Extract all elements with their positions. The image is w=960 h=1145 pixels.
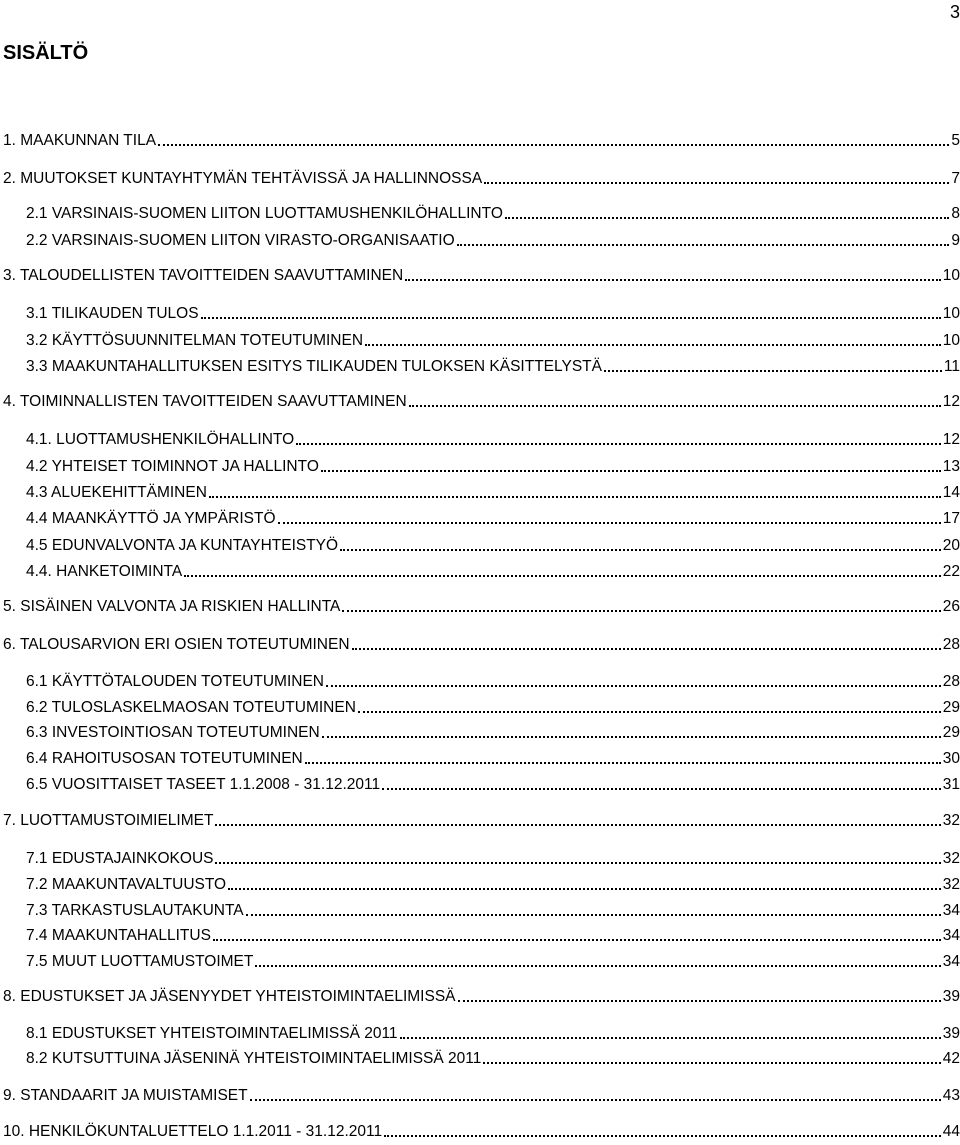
toc-entry-text: 10. HENKILÖKUNTALUETTELO 1.1.2011 - 31.12.2011 — [3, 1123, 383, 1140]
toc-entry-page: 30 — [942, 750, 960, 767]
toc-entry-text: 4.4. HANKETOIMINTA — [26, 563, 183, 580]
toc-entry-text: 6. TALOUSARVION ERI OSIEN TOTEUTUMINEN — [3, 636, 350, 653]
toc-entry-page: 5 — [951, 132, 960, 149]
page-number: 3 — [949, 2, 960, 22]
dot-leader — [228, 888, 941, 890]
dot-leader — [342, 610, 940, 612]
toc-entry-page: 7 — [951, 170, 960, 187]
toc-entry-text: 4.1. LUOTTAMUSHENKILÖHALLINTO — [26, 431, 295, 448]
toc-entry-text: 7. LUOTTAMUSTOIMIELIMET — [3, 812, 214, 829]
toc-entry-text: 4.5 EDUNVALVONTA JA KUNTAYHTEISTYÖ — [26, 537, 339, 554]
dot-leader — [158, 144, 949, 146]
toc-entry-page: 12 — [942, 393, 960, 410]
toc-entry-text: 4.4 MAANKÄYTTÖ JA YMPÄRISTÖ — [26, 510, 276, 527]
dot-leader — [215, 862, 940, 864]
toc-entry-text: 9. STANDAARIT JA MUISTAMISET — [3, 1087, 248, 1104]
toc-entry-4-4-hanke[interactable] — [26, 563, 960, 581]
toc-entry-7-5[interactable] — [26, 953, 960, 971]
toc-entry-6-1[interactable] — [26, 673, 960, 691]
toc-entry-text: 1. MAAKUNNAN TILA — [3, 132, 157, 149]
toc-entry-text: 7.3 TARKASTUSLAUTAKUNTA — [26, 902, 244, 919]
toc-entry-text: 2.1 VARSINAIS-SUOMEN LIITON LUOTTAMUSHENKILÖHALLINTO — [26, 205, 503, 222]
toc-entry-text: 3.1 TILIKAUDEN TULOS — [26, 305, 199, 322]
toc-entry-page: 11 — [943, 358, 960, 375]
toc-entry-4-4[interactable] — [26, 510, 960, 528]
toc-entry-2-2[interactable] — [26, 232, 960, 250]
dot-leader — [400, 1037, 941, 1039]
toc-entry-text: 6.1 KÄYTTÖTALOUDEN TOTEUTUMINEN — [26, 673, 324, 690]
dot-leader — [278, 522, 941, 524]
toc-entry-page: 10 — [942, 267, 960, 284]
toc-entry-page: 12 — [942, 431, 960, 448]
toc-entry-page: 29 — [942, 724, 960, 741]
toc-entry-text: 6.5 VUOSITTAISET TASEET 1.1.2008 - 31.12.2011 — [26, 776, 381, 793]
toc-entry-text: 3.2 KÄYTTÖSUUNNITELMAN TOTEUTUMINEN — [26, 332, 364, 349]
dot-leader — [458, 1000, 941, 1002]
page-title: SISÄLTÖ — [3, 42, 89, 64]
toc-entry-text: 8. EDUSTUKSET JA JÄSENYYDET YHTEISTOIMINTAELIMISSÄ — [3, 988, 456, 1005]
toc-entry-text: 6.4 RAHOITUSOSAN TOTEUTUMINEN — [26, 750, 303, 767]
dot-leader — [358, 711, 941, 713]
toc-entry-page: 22 — [942, 563, 960, 580]
dot-leader — [322, 736, 941, 738]
toc-entry-3-3[interactable] — [26, 358, 960, 376]
toc-entry-7-1[interactable] — [26, 850, 960, 868]
toc-entry-7[interactable] — [3, 812, 960, 830]
dot-leader — [215, 824, 940, 826]
toc-entry-text: 4. TOIMINNALLISTEN TAVOITTEIDEN SAAVUTTAMINEN — [3, 393, 407, 410]
dot-leader — [296, 443, 941, 445]
toc-entry-7-4[interactable] — [26, 927, 960, 945]
dot-leader — [340, 549, 941, 551]
dot-leader — [321, 470, 941, 472]
toc-entry-10[interactable] — [3, 1123, 960, 1141]
dot-leader — [483, 1062, 940, 1064]
toc-entry-page: 39 — [942, 988, 960, 1005]
toc-entry-text: 8.2 KUTSUTTUINA JÄSENINÄ YHTEISTOIMINTAELIMISSÄ 2011 — [26, 1050, 482, 1067]
toc-entry-page: 13 — [942, 458, 960, 475]
dot-leader — [305, 762, 941, 764]
toc-entry-page: 28 — [942, 636, 960, 653]
toc-entry-6-3[interactable] — [26, 724, 960, 742]
toc-entry-4-2[interactable] — [26, 458, 960, 476]
toc-entry-page: 20 — [942, 537, 960, 554]
toc-entry-2[interactable] — [3, 170, 960, 188]
toc-entry-text: 6.2 TULOSLASKELMAOSAN TOTEUTUMINEN — [26, 699, 356, 716]
dot-leader — [382, 788, 941, 790]
toc-entry-page: 32 — [942, 876, 960, 893]
toc-entry-text: 7.1 EDUSTAJAINKOKOUS — [26, 850, 214, 867]
dot-leader — [409, 405, 941, 407]
toc-entry-3-2[interactable] — [26, 332, 960, 350]
toc-entry-text: 2. MUUTOKSET KUNTAYHTYMÄN TEHTÄVISSÄ JA HALLINNOSSA — [3, 170, 483, 187]
dot-leader — [255, 965, 940, 967]
dot-leader — [352, 648, 941, 650]
toc-entry-page: 10 — [942, 305, 960, 322]
toc-entry-text: 3. TALOUDELLISTEN TAVOITTEIDEN SAAVUTTAMINEN — [3, 267, 404, 284]
toc-entry-text: 6.3 INVESTOINTIOSAN TOTEUTUMINEN — [26, 724, 320, 741]
dot-leader — [201, 317, 941, 319]
toc-entry-page: 31 — [942, 776, 960, 793]
toc-entry-page: 28 — [942, 673, 960, 690]
toc-entry-6[interactable] — [3, 636, 960, 654]
dot-leader — [384, 1135, 941, 1137]
toc-entry-6-4[interactable] — [26, 750, 960, 768]
dot-leader — [457, 244, 950, 246]
dot-leader — [213, 939, 941, 941]
toc-entry-page: 17 — [942, 510, 960, 527]
dot-leader — [209, 496, 941, 498]
toc-entry-page: 34 — [942, 902, 960, 919]
toc-entry-text: 7.4 MAAKUNTAHALLITUS — [26, 927, 211, 944]
dot-leader — [405, 279, 941, 281]
toc-entry-page: 43 — [942, 1087, 960, 1104]
toc-entry-2-1[interactable] — [26, 205, 960, 223]
toc-entry-page: 10 — [942, 332, 960, 349]
toc-entry-page: 32 — [942, 850, 960, 867]
toc-entry-7-3[interactable] — [26, 902, 960, 920]
dot-leader — [484, 182, 949, 184]
dot-leader — [326, 685, 941, 687]
dot-leader — [505, 217, 950, 219]
dot-leader — [246, 914, 941, 916]
toc-entry-page: 34 — [942, 927, 960, 944]
toc-entry-page: 14 — [942, 484, 960, 501]
toc-entry-6-5[interactable] — [26, 776, 960, 794]
dot-leader — [250, 1099, 941, 1101]
toc-entry-text: 4.3 ALUEKEHITTÄMINEN — [26, 484, 207, 501]
toc-entry-text: 7.2 MAAKUNTAVALTUUSTO — [26, 876, 227, 893]
toc-entry-text: 7.5 MUUT LUOTTAMUSTOIMET — [26, 953, 254, 970]
toc-entry-4-5[interactable] — [26, 537, 960, 555]
toc-entry-text: 4.2 YHTEISET TOIMINNOT JA HALLINTO — [26, 458, 319, 475]
toc-entry-9[interactable] — [3, 1087, 960, 1105]
toc-entry-page: 26 — [942, 598, 960, 615]
toc-entry-3-1[interactable] — [26, 305, 960, 323]
toc-entry-page: 9 — [951, 232, 960, 249]
toc-entry-5[interactable] — [3, 598, 960, 616]
toc-entry-8[interactable] — [3, 988, 960, 1006]
toc-entry-1[interactable] — [3, 132, 960, 150]
toc-entry-page: 42 — [942, 1050, 960, 1067]
toc-entry-page: 8 — [951, 205, 960, 222]
dot-leader — [604, 370, 942, 372]
toc-entry-6-2[interactable] — [26, 699, 960, 717]
toc-entry-4-3[interactable] — [26, 484, 960, 502]
toc-entry-page: 44 — [942, 1123, 960, 1140]
toc-entry-page: 39 — [942, 1025, 960, 1042]
toc-entry-page: 29 — [942, 699, 960, 716]
dot-leader — [184, 575, 941, 577]
toc-entry-7-2[interactable] — [26, 876, 960, 894]
toc-entry-4[interactable] — [3, 393, 960, 411]
toc-entry-3[interactable] — [3, 267, 960, 285]
toc-entry-text: 8.1 EDUSTUKSET YHTEISTOIMINTAELIMISSÄ 2011 — [26, 1025, 398, 1042]
toc-entry-page: 32 — [942, 812, 960, 829]
dot-leader — [365, 344, 941, 346]
toc-entry-8-1[interactable] — [26, 1025, 960, 1043]
toc-entry-text: 3.3 MAAKUNTAHALLITUKSEN ESITYS TILIKAUDEN TULOKSEN KÄSITTELYSTÄ — [26, 358, 602, 375]
toc-entry-8-2[interactable] — [26, 1050, 960, 1068]
toc-entry-4-1[interactable] — [26, 431, 960, 449]
toc-entry-page: 34 — [942, 953, 960, 970]
toc-entry-text: 5. SISÄINEN VALVONTA JA RISKIEN HALLINTA — [3, 598, 341, 615]
toc-entry-text: 2.2 VARSINAIS-SUOMEN LIITON VIRASTO-ORGANISAATIO — [26, 232, 455, 249]
